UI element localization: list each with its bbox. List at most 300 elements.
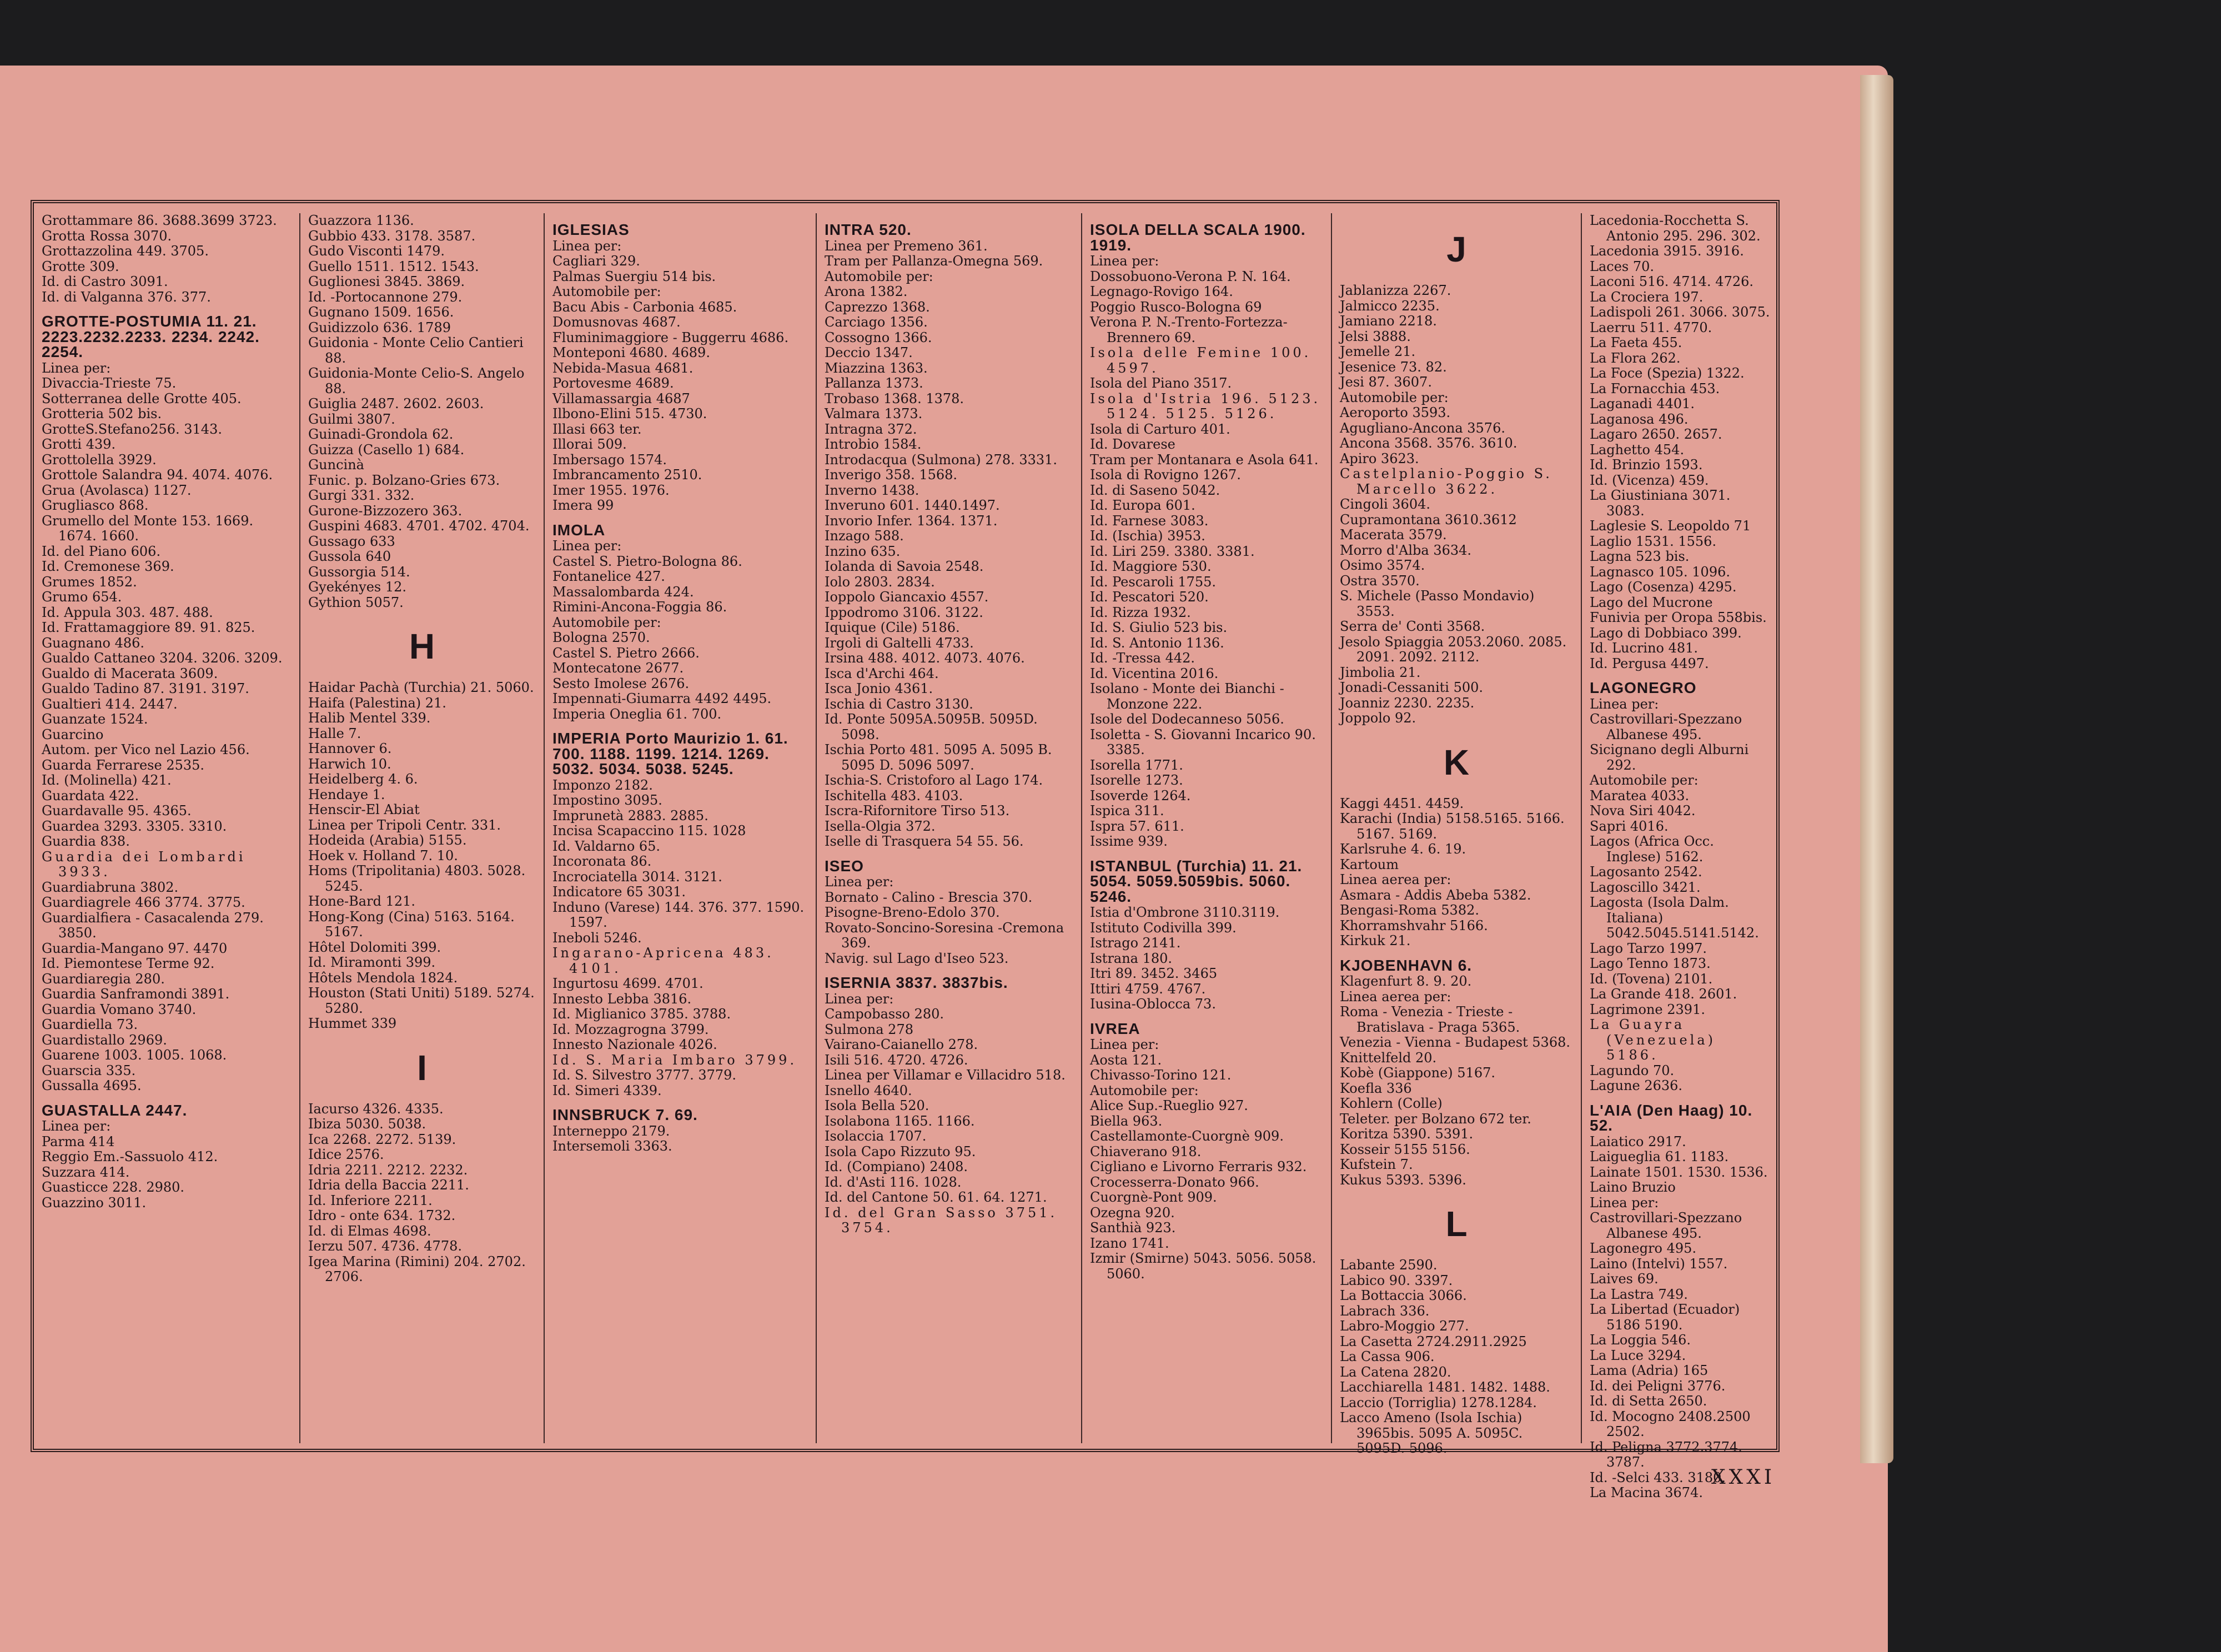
index-entry: Id. Miramonti 399. bbox=[308, 955, 436, 970]
index-entry: La Casetta 2724.2911.2925 bbox=[1340, 1333, 1527, 1349]
index-entry: Iscra-Rifornitore Tirso 513. bbox=[825, 803, 1010, 819]
index-entry: Imer 1955. 1976. bbox=[552, 482, 670, 498]
index-entry: Carciago 1356. bbox=[825, 314, 928, 330]
index-entry: Laces 70. bbox=[1590, 258, 1655, 274]
index-entry: Guardia dei Lombardi 3933. bbox=[42, 848, 246, 880]
index-entry: Id. Pescatori 520. bbox=[1090, 589, 1209, 605]
index-entry: Grua (Avolasca) 1127. bbox=[42, 482, 192, 498]
index-entry: Lainate 1501. 1530. 1536. bbox=[1590, 1164, 1768, 1180]
index-entry: Automobile per: bbox=[1590, 772, 1699, 788]
index-entry: Osimo 3574. bbox=[1340, 558, 1425, 573]
index-entry: Isorella 1771. bbox=[1090, 757, 1183, 773]
index-entry: Bornato - Calino - Brescia 370. bbox=[825, 889, 1033, 905]
index-entry: Iusina-Oblocca 73. bbox=[1090, 996, 1216, 1012]
index-entry: Inzino 635. bbox=[825, 543, 901, 559]
index-entry: Kukus 5393. 5396. bbox=[1340, 1172, 1466, 1188]
index-entry: Bologna 2570. bbox=[552, 630, 650, 645]
index-entry: Linea per: bbox=[1090, 253, 1159, 269]
index-entry: Guidonia - Monte Celio Cantieri 88. bbox=[308, 335, 524, 366]
index-entry: Sotterranea delle Grotte 405. bbox=[42, 390, 242, 406]
index-entry: Id. Maggiore 530. bbox=[1090, 559, 1212, 574]
index-entry: Guidizzolo 636. 1789 bbox=[308, 319, 451, 335]
index-entry: Alice Sup.-Rueglio 927. bbox=[1090, 1098, 1248, 1113]
index-entry: Izano 1741. bbox=[1090, 1235, 1169, 1251]
index-entry: Portovesme 4689. bbox=[552, 375, 674, 391]
index-entry: Laganadi 4401. bbox=[1590, 396, 1695, 411]
index-entry: Isnello 4640. bbox=[825, 1082, 912, 1098]
index-entry: Id. di Saseno 5042. bbox=[1090, 482, 1220, 498]
index-entry: Ladispoli 261. 3066. 3075. bbox=[1590, 304, 1770, 320]
index-entry: Id. S. Giulio 523 bis. bbox=[1090, 620, 1228, 635]
index-entry: Lago Tenno 1873. bbox=[1590, 956, 1711, 971]
index-entry: Id. Dovarese bbox=[1090, 436, 1175, 452]
index-entry: Hodeida (Arabia) 5155. bbox=[308, 832, 467, 848]
index-entry: Laganosa 496. bbox=[1590, 411, 1689, 427]
index-entry: Karlsruhe 4. 6. 19. bbox=[1340, 841, 1466, 857]
index-entry: Automobile per: bbox=[552, 284, 661, 299]
index-entry: Id. di Castro 3091. bbox=[42, 274, 168, 289]
index-entry: Knittelfeld 20. bbox=[1340, 1050, 1437, 1066]
index-entry: Sesto Imolese 2676. bbox=[552, 675, 690, 691]
index-entry: Cossogno 1366. bbox=[825, 329, 932, 345]
index-entry: Id. S. Antonio 1136. bbox=[1090, 635, 1224, 651]
index-entry: Introbio 1584. bbox=[825, 436, 922, 452]
index-entry: Guardea 3293. 3305. 3310. bbox=[42, 818, 227, 834]
index-entry: Id. Lucrino 481. bbox=[1590, 640, 1699, 656]
index-entry: Guardiella 73. bbox=[42, 1017, 138, 1032]
index-entry: Castelplanio-Poggio S. Marcello 3622. bbox=[1340, 466, 1552, 497]
index-entry: Imera 99 bbox=[552, 498, 614, 513]
index-entry: Jimbolia 21. bbox=[1340, 664, 1421, 680]
index-entry: Karachi (India) 5158.5165. 5166. 5167. 5169. bbox=[1340, 811, 1565, 842]
index-entry: Ispra 57. 611. bbox=[1090, 818, 1184, 834]
index-entry: La Loggia 546. bbox=[1590, 1332, 1691, 1348]
section-heading: IVREA bbox=[1090, 1020, 1140, 1037]
index-entry: Hong-Kong (Cina) 5163. 5164. 5167. bbox=[308, 908, 515, 940]
index-entry: Jesi 87. 3607. bbox=[1340, 374, 1432, 390]
index-entry: Lagosanto 2542. bbox=[1590, 864, 1702, 880]
index-entry: Ingurtosu 4699. 4701. bbox=[552, 976, 704, 991]
index-entry: Joanniz 2230. 2235. bbox=[1340, 695, 1475, 711]
index-entry: Isca Jonio 4361. bbox=[825, 681, 933, 696]
index-entry: Itri 89. 3452. 3465 bbox=[1090, 966, 1218, 981]
index-entry: S. Michele (Passo Mondavio) 3553. bbox=[1340, 588, 1535, 619]
index-entry: Gussorgia 514. bbox=[308, 564, 410, 580]
index-entry: Fluminimaggiore - Buggerru 4686. bbox=[552, 329, 789, 345]
index-entry: Automobile per: bbox=[1090, 1082, 1199, 1098]
index-entry: Gudo Visconti 1479. bbox=[308, 243, 445, 259]
index-entry: Iolanda di Savoia 2548. bbox=[825, 559, 984, 574]
index-entry: Laghetto 454. bbox=[1590, 441, 1685, 458]
index-entry: Lacedonia 3915. 3916. bbox=[1590, 243, 1744, 259]
index-entry: Lago (Cosenza) 4295. bbox=[1590, 579, 1737, 595]
index-entry: La Lastra 749. bbox=[1590, 1286, 1688, 1302]
index-entry: Gythion 5057. bbox=[308, 594, 404, 610]
index-entry: Homs (Tripolitania) 4803. 5028. 5245. bbox=[308, 863, 526, 894]
index-entry: Jelsi 3888. bbox=[1340, 328, 1411, 344]
index-entry: Navig. sul Lago d'Iseo 523. bbox=[825, 950, 1009, 966]
index-entry: Pallanza 1373. bbox=[825, 375, 923, 391]
section-heading: LAGONEGRO bbox=[1590, 679, 1697, 696]
index-column-6 bbox=[1331, 213, 1581, 1456]
page-number: XXXI bbox=[1711, 1466, 1776, 1489]
index-entry: Jemelle 21. bbox=[1340, 344, 1416, 359]
index-entry: Maratea 4033. bbox=[1590, 787, 1690, 804]
index-entry: Isca d'Archi 464. bbox=[825, 665, 939, 681]
index-entry: Pisogne-Breno-Edolo 370. bbox=[825, 905, 1000, 920]
index-entry: Laglio 1531. 1556. bbox=[1590, 533, 1717, 549]
index-entry: Imperia Oneglia 61. 700. bbox=[552, 706, 722, 722]
index-entry: Gualtieri 414. 2447. bbox=[42, 696, 178, 712]
index-entry: Isole del Dodecanneso 5056. bbox=[1090, 711, 1284, 727]
index-entry: Miazzina 1363. bbox=[825, 360, 928, 376]
index-entry: Kufstein 7. bbox=[1340, 1157, 1413, 1172]
index-entry: Imponzo 2182. bbox=[552, 777, 653, 793]
section-heading: INTRA 520. bbox=[825, 221, 912, 238]
index-entry: Gualdo di Macerata 3609. bbox=[42, 665, 218, 681]
index-entry: Gugnano 1509. 1656. bbox=[308, 304, 454, 320]
index-entry: Trobaso 1368. 1378. bbox=[825, 390, 964, 406]
index-entry: Guarda Ferrarese 2535. bbox=[42, 757, 205, 773]
index-entry: Castrovillari-Spezzano Albanese 495. bbox=[1590, 711, 1742, 742]
index-entry: Divaccia-Trieste 75. bbox=[42, 375, 177, 391]
index-entry: Reggio Em.-Sassuolo 412. bbox=[42, 1149, 218, 1164]
index-entry: Sapri 4016. bbox=[1590, 818, 1669, 834]
index-entry: Gussago 633 bbox=[308, 533, 395, 549]
index-entry: Id. (Molinella) 421. bbox=[42, 772, 172, 788]
index-entry: Isola d'Istria 196. 5123. 5124. 5125. 5126. bbox=[1090, 390, 1321, 421]
index-entry: Id. di Elmas 4698. bbox=[308, 1223, 431, 1239]
index-entry: Valmara 1373. bbox=[825, 406, 923, 421]
index-entry: Guglionesi 3845. 3869. bbox=[308, 274, 465, 289]
index-entry: Jablanizza 2267. bbox=[1340, 283, 1451, 298]
index-entry: Henscir-El Abiat bbox=[308, 802, 420, 817]
index-entry: Apiro 3623. bbox=[1340, 450, 1419, 466]
index-entry: Grotte 309. bbox=[42, 258, 119, 274]
index-entry: Id. Piemontese Terme 92. bbox=[42, 956, 215, 971]
section-heading: IMPERIA Porto Maurizio 1. 61. 700. 1188. 1199. 1214. 1269. 5032. 5034. 5038. 5245. bbox=[552, 730, 788, 777]
index-entry: Kartoum bbox=[1340, 856, 1399, 872]
index-entry: Sicignano degli Alburni 292. bbox=[1590, 742, 1749, 773]
index-entry: Istrana 180. bbox=[1090, 950, 1173, 966]
index-entry: Lacco Ameno (Isola Ischia) 3965bis. 5095 A. 5095C. 5095D. 5096. bbox=[1340, 1410, 1523, 1456]
index-entry: Illorai 509. bbox=[552, 436, 627, 452]
page-edge bbox=[1860, 75, 1893, 1463]
section-heading: GROTTE-POSTUMIA 11. 21. 2223.2232.2233. 2234. 2242. 2254. bbox=[42, 313, 260, 360]
index-entry: Grotti 439. bbox=[42, 436, 116, 452]
index-entry: Guardia Vomano 3740. bbox=[42, 1001, 197, 1017]
index-entry: Id. del Piano 606. bbox=[42, 543, 161, 559]
index-entry: Gualdo Cattaneo 3204. 3206. 3209. bbox=[42, 650, 283, 666]
index-entry: Guardistallo 2969. bbox=[42, 1032, 167, 1048]
index-entry: Irgoli di Galtelli 4733. bbox=[825, 635, 974, 651]
index-entry: Iselle di Trasquera 54 55. 56. bbox=[825, 833, 1024, 849]
index-entry: Chiaverano 918. bbox=[1090, 1143, 1202, 1159]
index-entry: Lago del Mucrone bbox=[1590, 594, 1713, 610]
index-entry: Impostino 3095. bbox=[552, 792, 662, 808]
index-entry: Laino Bruzio bbox=[1590, 1179, 1676, 1195]
index-entry: Isola di Carturo 401. bbox=[1090, 421, 1230, 437]
index-entry: Parma 414 bbox=[42, 1133, 115, 1149]
index-entry: Intersemoli 3363. bbox=[552, 1138, 672, 1154]
index-entry: Jonadi-Cessaniti 500. bbox=[1340, 680, 1484, 695]
index-entry: Lagoscillo 3421. bbox=[1590, 879, 1701, 895]
index-entry: Kohlern (Colle) bbox=[1340, 1096, 1443, 1111]
index-entry: Introdacqua (Sulmona) 278. 3331. bbox=[825, 451, 1058, 468]
index-entry: Poggio Rusco-Bologna 69 bbox=[1090, 299, 1262, 315]
index-entry: Lacchiarella 1481. 1482. 1488. bbox=[1340, 1379, 1550, 1395]
index-entry: Id. del Gran Sasso 3751. 3754. bbox=[825, 1204, 1058, 1236]
index-entry: Linea per: bbox=[825, 874, 894, 890]
index-column-5 bbox=[1081, 213, 1331, 1443]
index-entry: Id. -Portocannone 279. bbox=[308, 289, 463, 305]
index-entry: Laglesie S. Leopoldo 71 bbox=[1590, 518, 1751, 534]
index-entry: Id. Rizza 1932. bbox=[1090, 604, 1191, 620]
index-entry: Id. Ponte 5095A.5095B. 5095D. 5098. bbox=[825, 711, 1038, 742]
index-entry: Ozegna 920. bbox=[1090, 1204, 1175, 1221]
index-entry: La Bottaccia 3066. bbox=[1340, 1288, 1467, 1303]
index-entry: Linea per: bbox=[1590, 1194, 1659, 1211]
index-entry: Koritza 5390. 5391. bbox=[1340, 1126, 1474, 1142]
section-heading: ISEO bbox=[825, 857, 864, 875]
index-entry: Id. Europa 601. bbox=[1090, 498, 1195, 513]
index-entry: Isolaccia 1707. bbox=[825, 1128, 927, 1144]
index-entry: Kaggi 4451. 4459. bbox=[1340, 795, 1464, 811]
index-entry: La Catena 2820. bbox=[1340, 1364, 1451, 1380]
index-entry: La Macina 3674. bbox=[1590, 1485, 1703, 1500]
index-entry: Macerata 3579. bbox=[1340, 527, 1447, 543]
index-entry: Gurgi 331. 332. bbox=[308, 488, 415, 503]
index-entry: Vairano-Caianello 278. bbox=[825, 1037, 978, 1052]
index-entry: Asmara - Addis Abeba 5382. bbox=[1340, 887, 1531, 903]
index-entry: Ingarano-Apricena 483. 4101. bbox=[552, 945, 774, 976]
section-heading: ISTANBUL (Turchia) 11. 21. 5054. 5059.5059bis. 5060. 5246. bbox=[1090, 857, 1303, 905]
index-entry: Imprunetà 2883. 2885. bbox=[552, 807, 708, 824]
index-entry: Incrociatella 3014. 3121. bbox=[552, 868, 722, 885]
index-entry: Linea aerea per: bbox=[1340, 872, 1451, 887]
index-entry: Linea per: bbox=[42, 1118, 111, 1134]
index-entry: Biella 963. bbox=[1090, 1113, 1163, 1129]
index-entry: Ischia Porto 481. 5095 A. 5095 B. 5095 D. 5096 5097. bbox=[825, 742, 1052, 773]
index-entry: Incisa Scapaccino 115. 1028 bbox=[552, 823, 746, 838]
index-entry: Idria della Baccia 2211. bbox=[308, 1177, 469, 1193]
index-entry: Id. Mocogno 2408.2500 2502. bbox=[1590, 1408, 1751, 1439]
index-entry: Igea Marina (Rimini) 204. 2702. 2706. bbox=[308, 1253, 526, 1284]
index-entry: Rovato-Soncino-Soresina -Cremona 369. bbox=[825, 920, 1064, 951]
index-entry: Heidelberg 4. 6. bbox=[308, 771, 418, 787]
index-entry: Roma - Venezia - Trieste - Bratislava - Praga 5365. bbox=[1340, 1004, 1520, 1035]
index-entry: Automobile per: bbox=[825, 268, 933, 284]
index-entry: Deccio 1347. bbox=[825, 345, 913, 360]
index-entry: Id. di Valganna 376. 377. bbox=[42, 289, 211, 305]
index-entry: Ilbono-Elini 515. 4730. bbox=[552, 406, 707, 421]
index-entry: Iolo 2803. 2834. bbox=[825, 574, 935, 590]
index-entry: Id. Farnese 3083. bbox=[1090, 513, 1209, 529]
index-entry: Gussalla 4695. bbox=[42, 1078, 142, 1093]
index-entry: Id. (Vicenza) 459. bbox=[1590, 472, 1709, 488]
index-entry: Linea per: bbox=[825, 991, 894, 1007]
index-entry: Guarscia 335. bbox=[42, 1062, 136, 1078]
index-column-1 bbox=[34, 213, 299, 1443]
index-entry: Verona P. N.-Trento-Fortezza-Brennero 69. bbox=[1090, 314, 1288, 345]
index-entry: Idice 2576. bbox=[308, 1147, 384, 1162]
index-entry: Impennati-Giumarra 4492 4495. bbox=[552, 691, 772, 706]
index-entry: Lagaro 2650. 2657. bbox=[1590, 426, 1722, 442]
index-entry: Laiatico 2917. bbox=[1590, 1133, 1686, 1149]
index-entry: Haidar Pachà (Turchia) 21. 5060. bbox=[308, 680, 534, 695]
index-entry: Guasticce 228. 2980. bbox=[42, 1179, 185, 1195]
index-entry: Id. Mozzagrogna 3799. bbox=[552, 1021, 709, 1037]
index-entry: Id. (Compiano) 2408. bbox=[825, 1159, 968, 1174]
index-entry: Massalombarda 424. bbox=[552, 584, 694, 600]
section-heading: INNSBRUCK 7. 69. bbox=[552, 1106, 698, 1123]
index-entry: Laino (Intelvi) 1557. bbox=[1590, 1256, 1728, 1272]
index-column-2 bbox=[299, 213, 544, 1443]
index-entry: Tram per Montanara e Asola 641. bbox=[1090, 451, 1319, 468]
index-entry: La Libertad (Ecuador) 5186 5190. bbox=[1590, 1302, 1740, 1333]
index-entry: Ischia-S. Cristoforo al Lago 174. bbox=[825, 772, 1043, 788]
section-heading: IMOLA bbox=[552, 521, 606, 539]
index-entry: Guizza (Casello 1) 684. bbox=[308, 441, 465, 458]
index-entry: Ostra 3570. bbox=[1340, 573, 1420, 589]
index-entry: Lagnasco 105. 1096. bbox=[1590, 564, 1730, 580]
index-entry: Id. (Ischia) 3953. bbox=[1090, 528, 1205, 544]
index-entry: Istrago 2141. bbox=[1090, 935, 1181, 951]
index-entry: Legnago-Rovigo 164. bbox=[1090, 284, 1233, 299]
index-entry: Incoronata 86. bbox=[552, 853, 652, 869]
index-entry: Grottazzolina 449. 3705. bbox=[42, 243, 209, 259]
index-entry: Harwich 10. bbox=[308, 756, 391, 772]
index-entry: Id. S. Silvestro 3777. 3779. bbox=[552, 1067, 737, 1083]
index-entry: Isoletta - S. Giovanni Incarico 90. 3385. bbox=[1090, 726, 1316, 757]
index-entry: Linea per: bbox=[552, 538, 622, 554]
index-entry: Grottammare 86. 3688.3699 3723. bbox=[42, 213, 277, 228]
index-entry: Venezia - Vienna - Budapest 5368. bbox=[1340, 1035, 1570, 1050]
index-entry: Iquique (Cile) 5186. bbox=[825, 620, 960, 635]
index-entry: Istituto Codivilla 399. bbox=[1090, 920, 1237, 936]
index-entry: Tram per Pallanza-Omegna 569. bbox=[825, 253, 1043, 269]
index-entry: Induno (Varese) 144. 376. 377. 1590. 1597. bbox=[552, 899, 805, 930]
index-entry: Domusnovas 4687. bbox=[552, 314, 681, 330]
index-entry: Houston (Stati Uniti) 5189. 5274. 5280. bbox=[308, 985, 535, 1016]
index-entry: Id. -Tressa 442. bbox=[1090, 650, 1195, 666]
index-entry: Id. Cremonese 369. bbox=[42, 559, 174, 574]
index-entry: Id. (Tovena) 2101. bbox=[1590, 971, 1713, 987]
letter-heading: H bbox=[409, 626, 435, 666]
index-entry: Grotteria 502 bis. bbox=[42, 406, 162, 421]
index-entry: Jalmicco 2235. bbox=[1340, 298, 1440, 314]
index-entry: Ispica 311. bbox=[1090, 803, 1164, 819]
index-entry: Invorio Infer. 1364. 1371. bbox=[825, 513, 998, 529]
index-entry: Cupramontana 3610.3612 bbox=[1340, 511, 1517, 528]
index-entry: Id. d'Asti 116. 1028. bbox=[825, 1174, 962, 1190]
index-entry: Innesto Lebba 3816. bbox=[552, 991, 692, 1007]
index-column-4 bbox=[816, 213, 1081, 1443]
index-entry: Lagrimone 2391. bbox=[1590, 1001, 1705, 1017]
index-entry: Labro-Moggio 277. bbox=[1340, 1318, 1469, 1334]
index-entry: Intragna 372. bbox=[825, 421, 917, 437]
index-entry: Guspini 4683. 4701. 4702. 4704. bbox=[308, 518, 530, 534]
index-entry: Ittiri 4759. 4767. bbox=[1090, 981, 1206, 997]
index-entry: Grugliasco 868. bbox=[42, 498, 149, 513]
index-entry: Guardavalle 95. 4365. bbox=[42, 803, 192, 819]
index-entry: Santhià 923. bbox=[1090, 1220, 1176, 1236]
index-entry: Lagonegro 495. bbox=[1590, 1241, 1697, 1256]
index-entry: Laives 69. bbox=[1590, 1271, 1659, 1287]
index-entry: Guardia 838. bbox=[42, 833, 130, 849]
index-entry: Guello 1511. 1512. 1543. bbox=[308, 258, 479, 274]
index-entry: GrotteS.Stefano256. 3143. bbox=[42, 421, 222, 437]
index-entry: Klagenfurt 8. 9. 20. bbox=[1340, 973, 1472, 989]
index-entry: Linea aerea per: bbox=[1340, 988, 1451, 1005]
index-entry: Funic. p. Bolzano-Gries 673. bbox=[308, 472, 500, 488]
index-entry: Isella-Olgia 372. bbox=[825, 818, 936, 834]
index-entry: Grumo 654. bbox=[42, 589, 122, 605]
index-entry: Linea per Premeno 361. bbox=[825, 238, 988, 254]
index-entry: Kosseir 5155 5156. bbox=[1340, 1141, 1470, 1157]
index-entry: Grumes 1852. bbox=[42, 574, 137, 590]
index-entry: Rimini-Ancona-Foggia 86. bbox=[552, 599, 727, 615]
index-entry: Istia d'Ombrone 3110.3119. bbox=[1090, 905, 1280, 920]
index-entry: Lama (Adria) 165 bbox=[1590, 1363, 1709, 1378]
index-entry: Id. Valdarno 65. bbox=[552, 838, 661, 854]
index-entry: Castel S. Pietro 2666. bbox=[552, 645, 700, 661]
index-entry: Gyekényes 12. bbox=[308, 579, 407, 595]
index-entry: Guarene 1003. 1005. 1068. bbox=[42, 1047, 227, 1063]
index-entry: Id. Miglianico 3785. 3788. bbox=[552, 1006, 731, 1022]
index-entry: Labante 2590. bbox=[1340, 1257, 1438, 1273]
section-heading: IGLESIAS bbox=[552, 221, 630, 238]
index-entry: Guarcino bbox=[42, 726, 104, 742]
index-entry: Cuorgnè-Pont 909. bbox=[1090, 1189, 1217, 1205]
index-entry: Fontanelice 427. bbox=[552, 569, 665, 584]
index-entry: Laconi 516. 4714. 4726. bbox=[1590, 274, 1754, 289]
index-entry: Gualdo Tadino 87. 3191. 3197. bbox=[42, 681, 249, 696]
index-entry: Inverigo 358. 1568. bbox=[825, 467, 958, 483]
index-entry: Idria 2211. 2212. 2232. bbox=[308, 1162, 468, 1178]
index-entry: Ineboli 5246. bbox=[552, 930, 642, 946]
index-entry: Linea per: bbox=[1090, 1037, 1159, 1052]
index-entry: Id. Simeri 4339. bbox=[552, 1082, 662, 1098]
index-entry: Chivasso-Torino 121. bbox=[1090, 1067, 1232, 1083]
index-entry: Bengasi-Roma 5382. bbox=[1340, 902, 1479, 918]
index-entry: Laerru 511. 4770. bbox=[1590, 319, 1712, 335]
index-entry: Guilmi 3807. bbox=[308, 411, 395, 427]
index-entry: Linea per: bbox=[1590, 696, 1659, 712]
index-entry: Inveruno 601. 1440.1497. bbox=[825, 498, 1000, 513]
index-entry: Izmir (Smirne) 5043. 5056. 5058. 5060. bbox=[1090, 1251, 1316, 1282]
index-entry: Villamassargia 4687 bbox=[552, 390, 690, 406]
index-entry: La Cassa 906. bbox=[1340, 1349, 1435, 1364]
index-entry: Lagune 2636. bbox=[1590, 1078, 1683, 1093]
index-entry: Illasi 663 ter. bbox=[552, 421, 642, 437]
index-entry: La Guayra (Venezuela) 5186. bbox=[1590, 1017, 1716, 1063]
index-entry: Autom. per Vico nel Lazio 456. bbox=[42, 742, 250, 757]
index-entry: Hannover 6. bbox=[308, 741, 392, 756]
index-entry: Guardia Sanframondi 3891. bbox=[42, 986, 230, 1002]
index-entry: Dossobuono-Verona P. N. 164. bbox=[1090, 268, 1291, 284]
index-entry: Ippodromo 3106. 3122. bbox=[825, 604, 983, 620]
index-entry: Guardata 422. bbox=[42, 787, 139, 804]
index-entry: Hoek v. Holland 7. 10. bbox=[308, 847, 458, 863]
index-entry: Id. -Selci 433. 3180. bbox=[1590, 1469, 1726, 1485]
index-entry: La Luce 3294. bbox=[1590, 1347, 1686, 1363]
index-entry: Id. Inferiore 2211. bbox=[308, 1192, 433, 1208]
index-entry: Issime 939. bbox=[1090, 833, 1168, 849]
index-entry: Isola delle Femine 100. 4597. bbox=[1090, 345, 1312, 376]
index-entry: Halib Mentel 339. bbox=[308, 710, 431, 726]
index-entry: Guardiagrele 466 3774. 3775. bbox=[42, 895, 245, 910]
